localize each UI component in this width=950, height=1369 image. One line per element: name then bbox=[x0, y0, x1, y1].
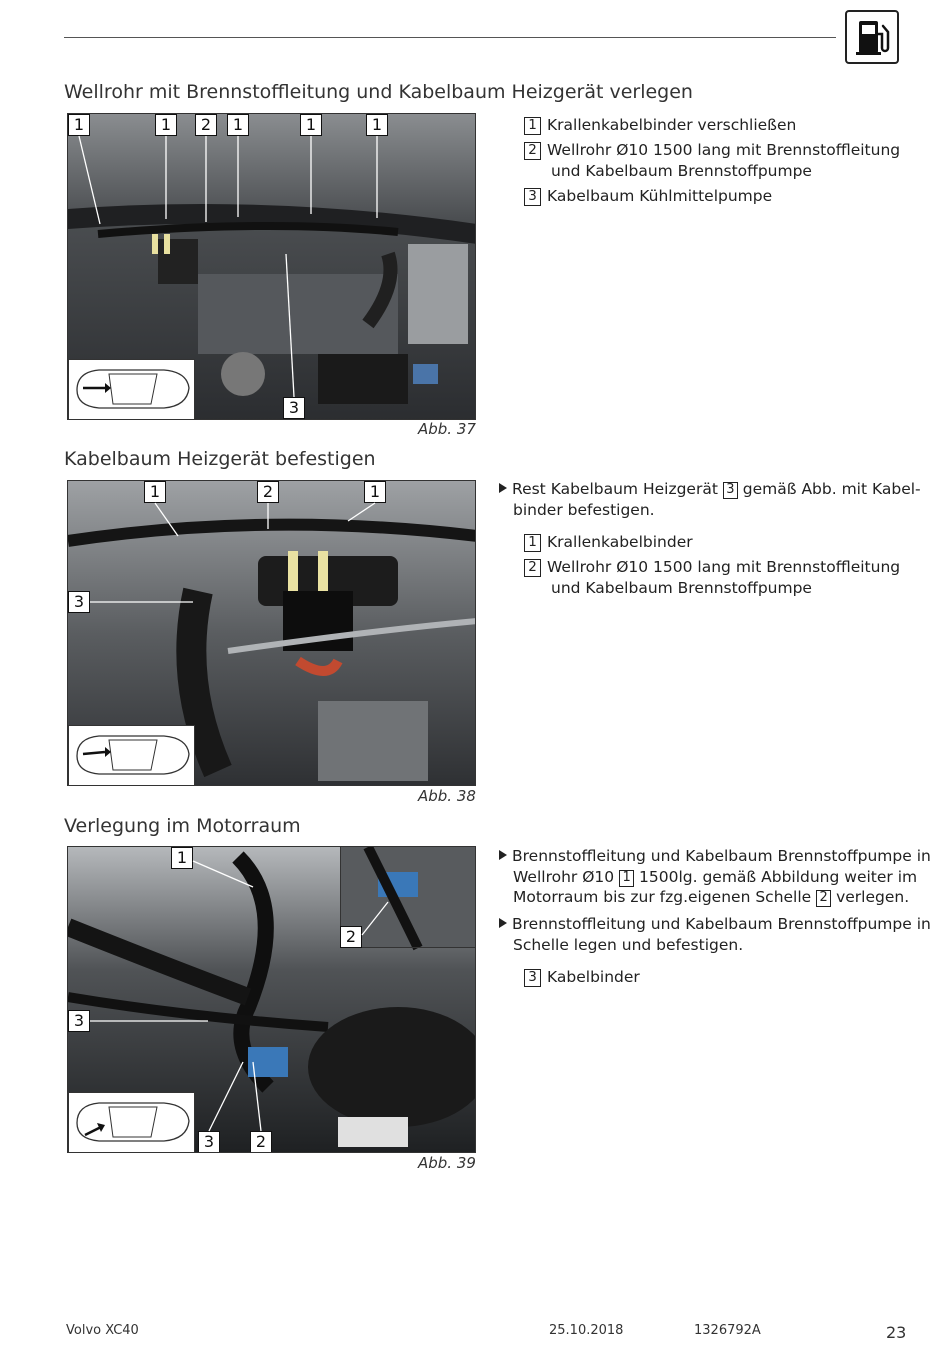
photo-label: 1 bbox=[144, 481, 166, 503]
footer-date: 25.10.2018 bbox=[549, 1323, 624, 1338]
legend-item: 3 Kabelbinder bbox=[524, 967, 640, 988]
photo-label: 1 bbox=[171, 847, 193, 869]
step-arrow-icon bbox=[499, 850, 507, 860]
legend-item: 1 Krallenkabelbinder bbox=[524, 532, 693, 553]
photo-label: 2 bbox=[195, 114, 217, 136]
photo-label: 3 bbox=[68, 1010, 90, 1032]
vehicle-location-diagram bbox=[68, 359, 195, 420]
page-number: 23 bbox=[886, 1323, 907, 1342]
photo-label: 1 bbox=[366, 114, 388, 136]
photo-abb-38 bbox=[67, 480, 476, 786]
legend-item: 2 Wellrohr Ø10 1500 lang mit Brennstoffleitung und Kabelbaum Brennstoffpumpe bbox=[524, 557, 900, 598]
photo-label: 3 bbox=[198, 1131, 220, 1153]
photo-label: 3 bbox=[283, 397, 305, 419]
photo-label: 1 bbox=[300, 114, 322, 136]
figure-caption-38: Abb. 38 bbox=[418, 787, 476, 805]
section-title-1: Wellrohr mit Brennstoffleitung und Kabelbaum Heizgerät verlegen bbox=[64, 81, 693, 103]
footer-doc-number: 1326792A bbox=[694, 1323, 761, 1338]
fuel-pump-icon bbox=[845, 10, 899, 64]
photo-label: 1 bbox=[227, 114, 249, 136]
photo-label: 1 bbox=[364, 481, 386, 503]
section-title-2: Kabelbaum Heizgerät befestigen bbox=[64, 448, 376, 470]
photo-label: 2 bbox=[340, 926, 362, 948]
instruction-step: Brennstoffleitung und Kabelbaum Brennstoffpumpe in Wellrohr Ø10 1 1500lg. gemäß Abbildung weiter im Motorraum bis zur fzg.eigenen Schelle 2 verlegen. bbox=[499, 846, 931, 908]
photo-abb-37 bbox=[67, 113, 476, 420]
instruction-step: Brennstoffleitung und Kabelbaum Brennstoffpumpe in Schelle legen und befestigen. bbox=[499, 914, 931, 955]
photo-label: 2 bbox=[257, 481, 279, 503]
vehicle-location-diagram bbox=[68, 1092, 195, 1153]
legend-item: 1 Krallenkabelbinder verschließen bbox=[524, 115, 796, 136]
photo-label: 2 bbox=[250, 1131, 272, 1153]
step-arrow-icon bbox=[499, 483, 507, 493]
legend-item: 3 Kabelbaum Kühlmittelpumpe bbox=[524, 186, 772, 207]
instruction-step: Rest Kabelbaum Heizgerät 3 gemäß Abb. mit Kabel- binder befestigen. bbox=[499, 479, 921, 520]
footer-model: Volvo XC40 bbox=[66, 1323, 139, 1338]
header-rule bbox=[64, 37, 836, 38]
legend-item: 2 Wellrohr Ø10 1500 lang mit Brennstoffleitung und Kabelbaum Brennstoffpumpe bbox=[524, 140, 900, 181]
photo-abb-39 bbox=[67, 846, 476, 1153]
photo-label: 3 bbox=[68, 591, 90, 613]
step-arrow-icon bbox=[499, 918, 507, 928]
figure-caption-37: Abb. 37 bbox=[418, 420, 476, 438]
section-title-3: Verlegung im Motorraum bbox=[64, 815, 301, 837]
photo-label: 1 bbox=[68, 114, 90, 136]
vehicle-location-diagram bbox=[68, 725, 195, 786]
figure-caption-39: Abb. 39 bbox=[418, 1154, 476, 1172]
photo-label: 1 bbox=[155, 114, 177, 136]
